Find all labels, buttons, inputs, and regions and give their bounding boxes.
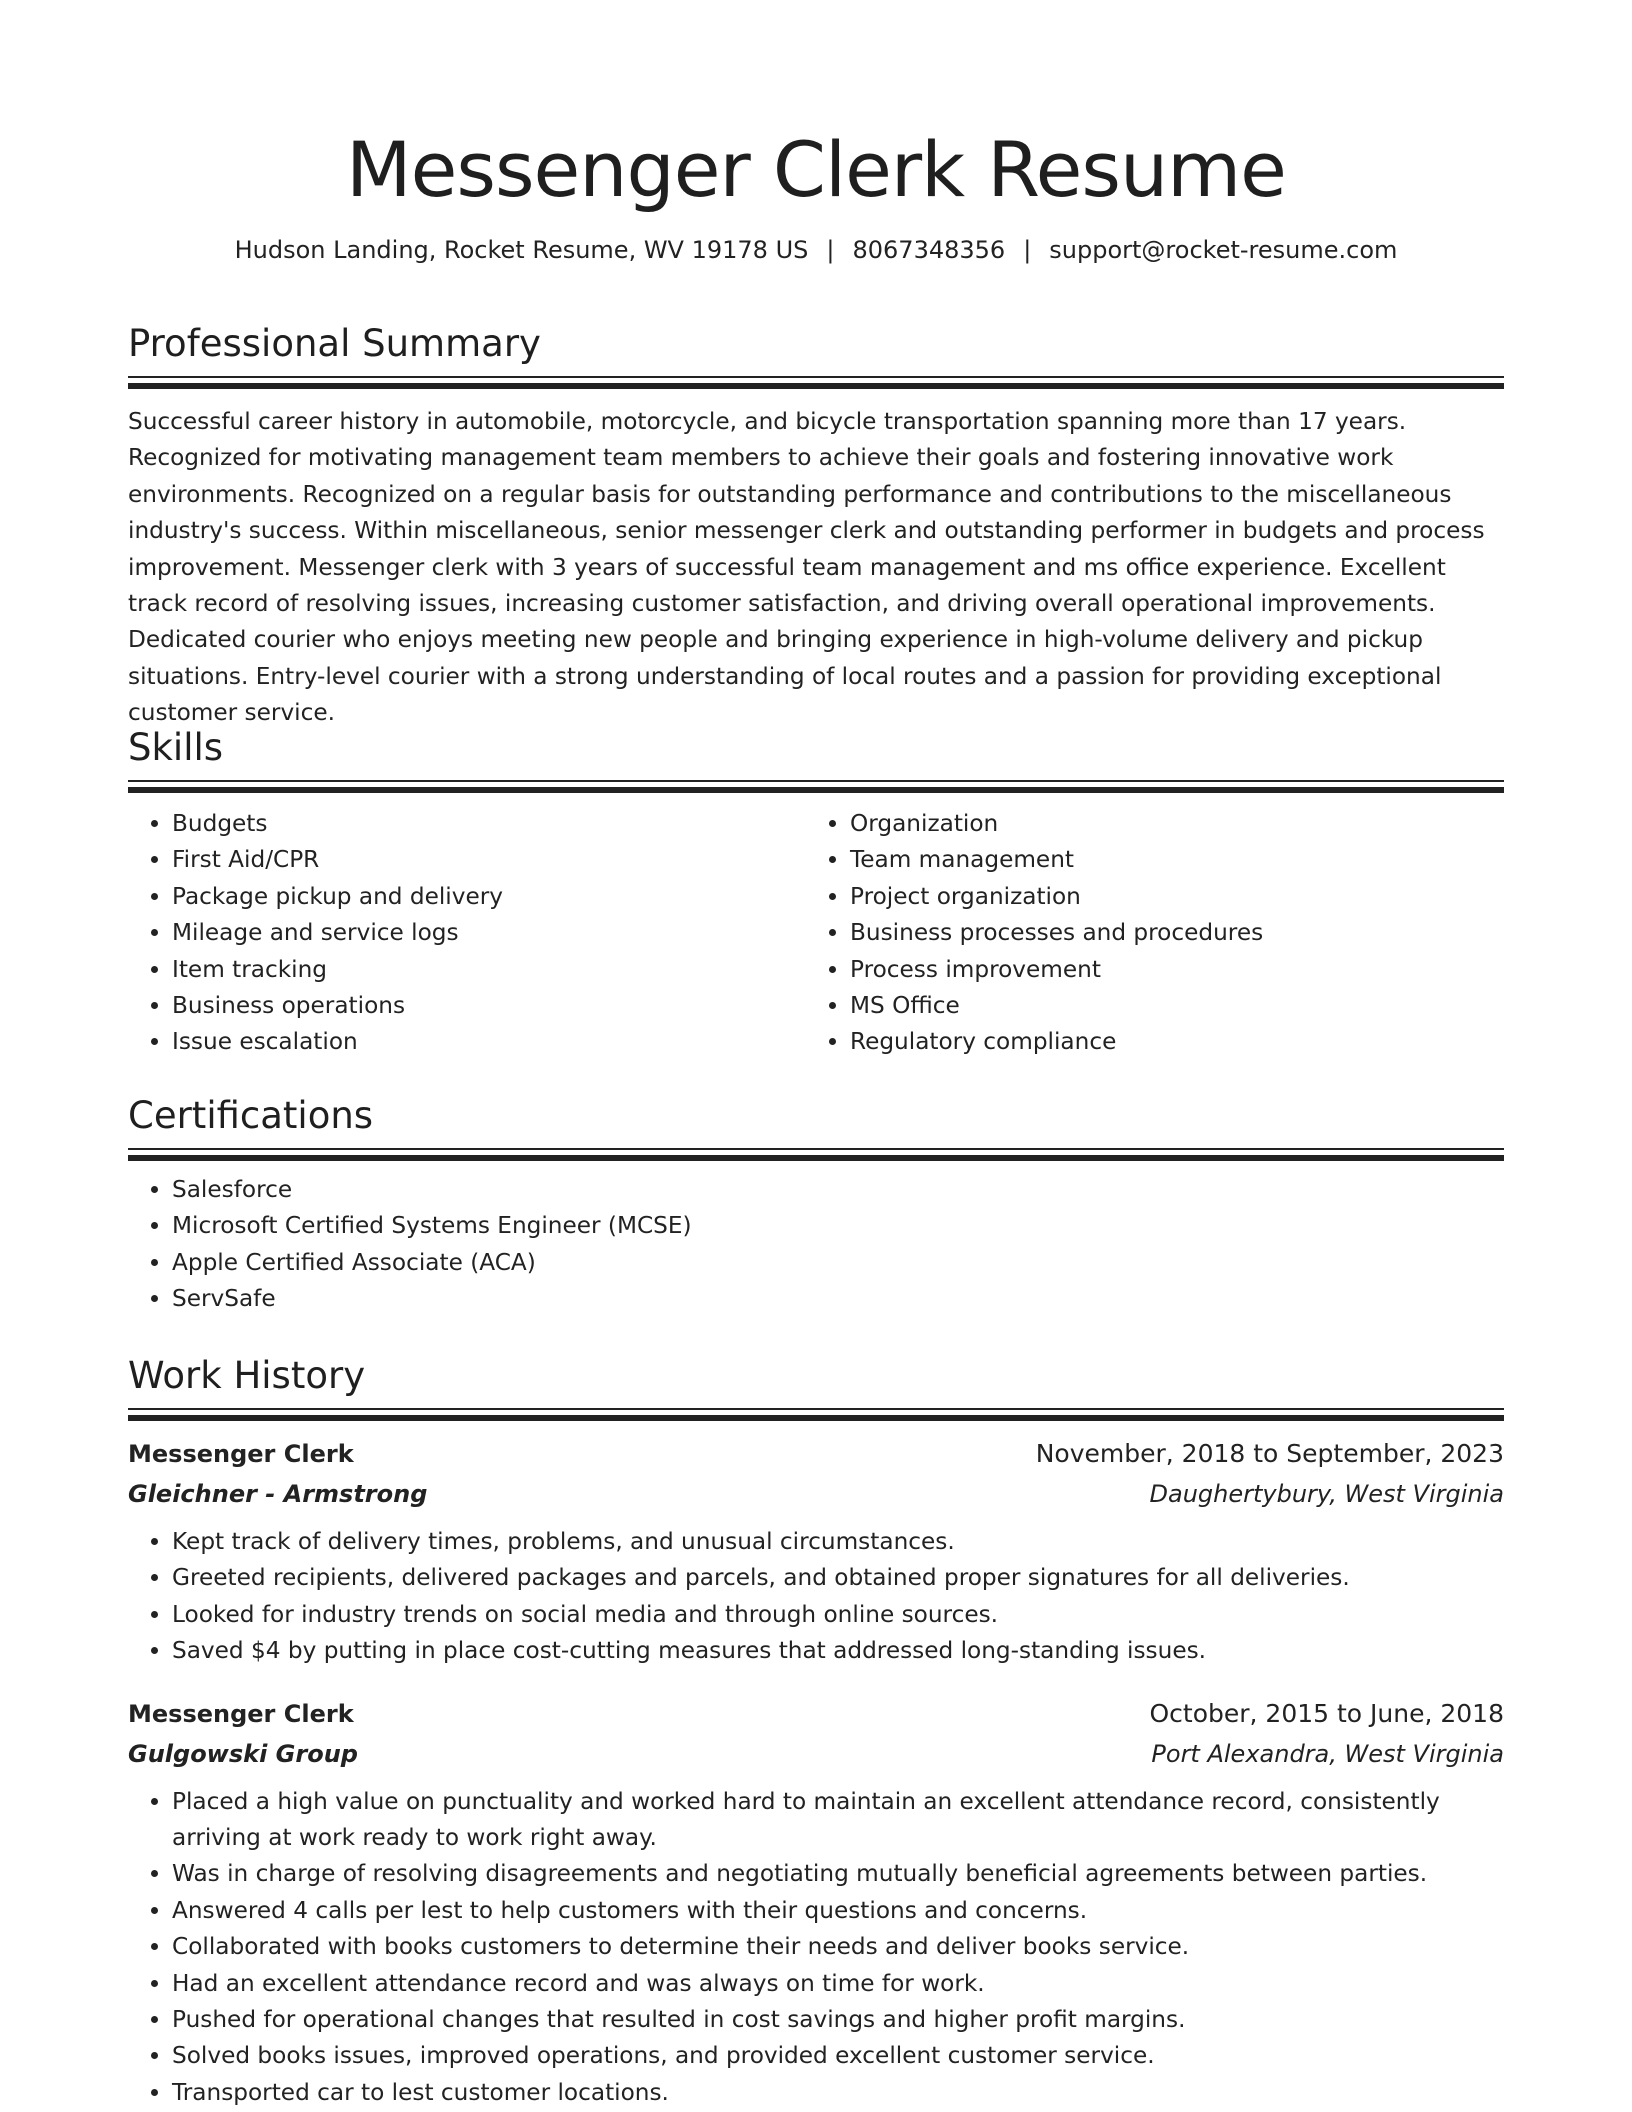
job-subheader <box>128 1734 1504 1774</box>
work-history-section <box>128 1352 1504 2111</box>
job-bullet: • Transported car to lest customer locations. <box>172 2075 1504 2111</box>
section-divider <box>128 1408 1504 1422</box>
job-bullet: • Answered 4 calls per lest to help customers with their questions and concerns. <box>172 1893 1504 1929</box>
job-bullet: • Pushed for operational changes that resulted in cost savings and higher profit margins. <box>172 2002 1504 2038</box>
skill-item: • MS Office <box>850 988 1484 1024</box>
contact-line <box>128 234 1504 266</box>
job-header <box>128 1434 1504 1474</box>
contact-phone: 8067348356 <box>852 236 1006 264</box>
job-bullet: • Placed a high value on punctuality and worked hard to maintain an excellent attendance record, consistently arriving at work ready to work right away. <box>172 1784 1504 1857</box>
skill-item: • First Aid/CPR <box>172 842 806 878</box>
contact-separator: | <box>1023 236 1032 264</box>
skill-item: • Business processes and procedures <box>850 915 1484 951</box>
summary-text: Successful career history in automobile, motorcycle, and bicycle transportation spanning more than 17 years. Recognized for motivating management team members to achieve their goals and fostering innovative work environments. Recognized on a regular basis for outstanding performance and contributions to the miscellaneous industry's success. Within miscellaneous, senior messenger clerk and outstanding performer in budgets and process improvement. Messenger clerk with 3 years of successful team management and ms office experience. Excellent track record of resolving issues, increasing customer satisfaction, and driving overall operational improvements. Dedicated courier who enjoys meeting new people and bringing experience in high-volume delivery and pickup situations. Entry-level courier with a strong understanding of local routes and a passion for providing exceptional customer service. <box>128 408 1485 727</box>
job-location: Port Alexandra, West Virginia <box>1151 1739 1504 1768</box>
skill-item: • Item tracking <box>172 952 806 988</box>
skills-column-right <box>806 806 1484 1061</box>
job-bullet: • Collaborated with books customers to determine their needs and deliver books service. <box>172 1929 1504 1965</box>
job-dates: November, 2018 to September, 2023 <box>1035 1439 1504 1468</box>
certification-item: • ServSafe <box>172 1281 1504 1317</box>
job-location: Daughertybury, West Virginia <box>1149 1480 1504 1508</box>
skill-item: • Regulatory compliance <box>850 1024 1484 1060</box>
skill-item: • Package pickup and delivery <box>172 879 806 915</box>
summary-heading: Professional Summary <box>128 322 541 365</box>
job-entry <box>128 1694 1504 2112</box>
resume-page <box>128 0 1504 2106</box>
certifications-section <box>128 1092 1504 1318</box>
job-bullet: • Looked for industry trends on social media and through online sources. <box>172 1597 1504 1633</box>
skills-section <box>128 724 1504 1061</box>
job-entry <box>128 1434 1504 1670</box>
contact-email: support@rocket-resume.com <box>1049 236 1398 264</box>
contact-separator: | <box>826 236 835 264</box>
skill-item: • Business operations <box>172 988 806 1024</box>
job-title: Messenger Clerk <box>128 1699 354 1728</box>
skill-item: • Mileage and service logs <box>172 915 806 951</box>
job-bullet: • Had an excellent attendance record and was always on time for work. <box>172 1966 1504 2002</box>
job-dates: October, 2015 to June, 2018 <box>1149 1698 1504 1728</box>
job-bullet: • Greeted recipients, delivered packages and parcels, and obtained proper signatures for all deliveries. <box>172 1560 1504 1596</box>
skills-grid <box>128 806 1504 1061</box>
skill-item: • Budgets <box>172 806 806 842</box>
job-bullet: • Saved $4 by putting in place cost-cutting measures that addressed long-standing issues. <box>172 1633 1504 1669</box>
job-bullet: • Solved books issues, improved operations, and provided excellent customer service. <box>172 2038 1504 2074</box>
job-title: Messenger Clerk <box>128 1440 354 1468</box>
skills-column-left <box>128 806 806 1061</box>
skill-item: • Process improvement <box>850 952 1484 988</box>
skills-heading: Skills <box>128 726 224 769</box>
section-divider <box>128 1148 1504 1162</box>
certification-item: • Apple Certified Associate (ACA) <box>172 1245 1504 1281</box>
resume-title: Messenger Clerk Resume <box>346 125 1286 214</box>
work-history-heading: Work History <box>128 1354 366 1397</box>
job-bullet: • Was in charge of resolving disagreements and negotiating mutually beneficial agreements between parties. <box>172 1856 1504 1892</box>
job-subheader <box>128 1474 1504 1514</box>
job-header <box>128 1694 1504 1734</box>
skill-item: • Issue escalation <box>172 1024 806 1060</box>
job-company: Gleichner - Armstrong <box>128 1480 428 1508</box>
certification-item: • Salesforce <box>172 1172 1504 1208</box>
section-divider <box>128 376 1504 390</box>
skill-item: • Team management <box>850 842 1484 878</box>
certifications-heading: Certifications <box>128 1094 374 1137</box>
summary-section <box>128 320 1504 732</box>
job-bullet: • Kept track of delivery times, problems, and unusual circumstances. <box>172 1524 1504 1560</box>
skill-item: • Project organization <box>850 879 1484 915</box>
skill-item: • Organization <box>850 806 1484 842</box>
section-divider <box>128 780 1504 794</box>
contact-address: Hudson Landing, Rocket Resume, WV 19178 US <box>234 236 809 264</box>
certification-item: • Microsoft Certified Systems Engineer (MCSE) <box>172 1208 1504 1244</box>
job-company: Gulgowski Group <box>128 1739 358 1768</box>
